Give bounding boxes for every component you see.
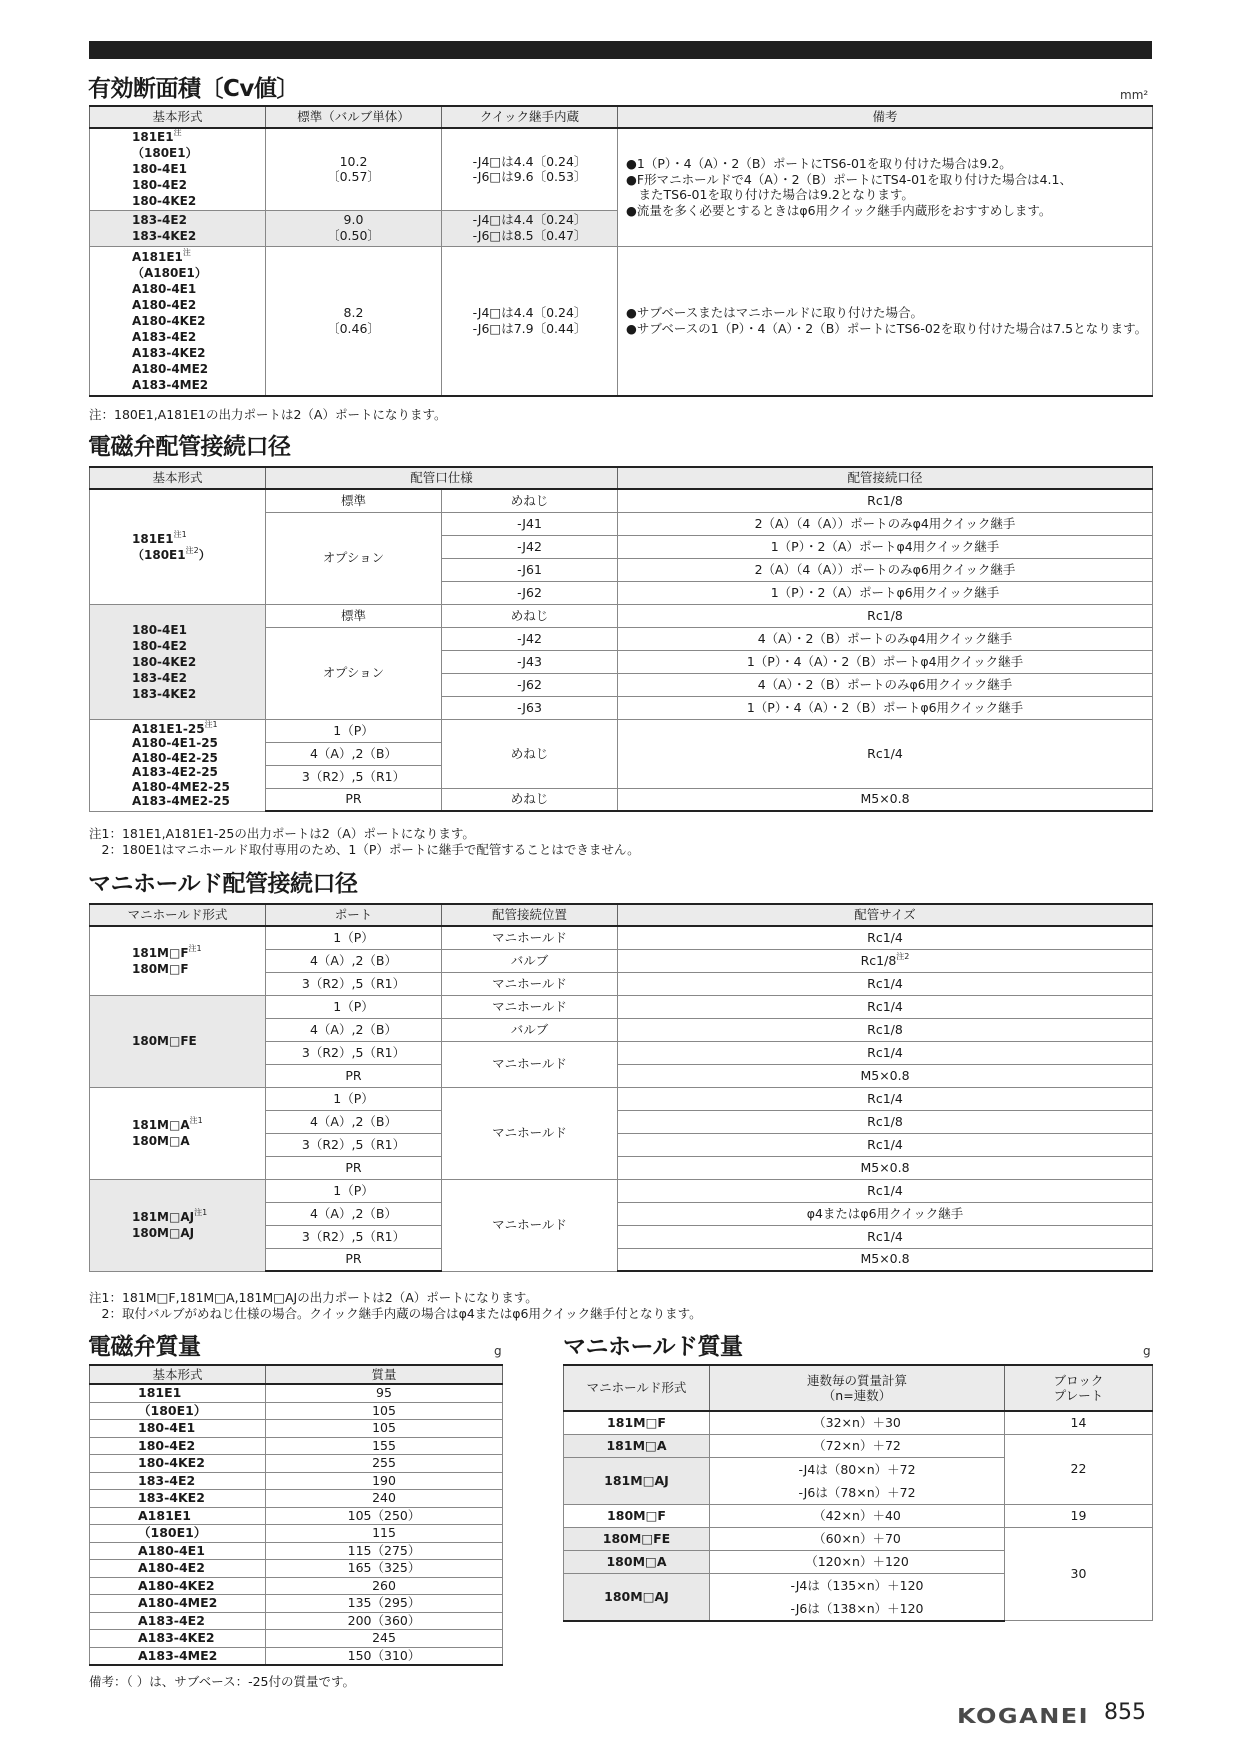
cv-remarks-2: ●サブベースまたはマニホールドに取り付けた場合。 ●サブベースの1（P）・4（A）・2（B）ポートにTS6-02を取り付けた場合は7.5となります。 (618, 246, 1153, 396)
mani-cell: 4（A）,2（B） (266, 1202, 442, 1225)
valve-mass-model: 180-4E2 (90, 1437, 266, 1455)
mani-cell: 1（P） (266, 1179, 442, 1202)
cv-header-standard: 標準（バルブ単体） (266, 106, 442, 128)
mani-cell: バルブ (442, 1018, 618, 1041)
port-cell-option: オプション (266, 512, 442, 604)
valve-mass-value: 190 (266, 1472, 503, 1490)
port-cell: 標準 (266, 604, 442, 627)
valve-mass-unit: g (494, 1344, 502, 1358)
valve-mass-model: A183-4E2 (90, 1612, 266, 1630)
valve-mass-model: A180-4ME2 (90, 1595, 266, 1613)
port-g1-model: 181E1$^{注1}$ （180E1$^{注2}$） (90, 489, 266, 604)
cv-row-quick: -J4□は4.4〔0.24〕 -J6□は9.6〔0.53〕 (442, 128, 618, 210)
mani-header-port: ポート (266, 904, 442, 926)
valve-mass-value: 200（360） (266, 1612, 503, 1630)
port-cell: Rc1/8 (618, 489, 1153, 512)
valve-mass-row (90, 1507, 503, 1525)
mani-mass-cell: （32×n）＋30 (710, 1411, 1005, 1434)
cv-header-quick: クイック継手内蔵 (442, 106, 618, 128)
valve-mass-row (90, 1384, 503, 1402)
valve-mass-model: A183-4ME2 (90, 1647, 266, 1665)
valve-mass-value: 240 (266, 1490, 503, 1508)
cv-header-model: 基本形式 (90, 106, 266, 128)
mani-g3-model: $181M□A^{注1}$ 180M□A (90, 1087, 266, 1179)
mani-cell: Rc1/8 (618, 1110, 1153, 1133)
valve-mass-value: 105（250） (266, 1507, 503, 1525)
valve-mass-model: （180E1） (90, 1402, 266, 1420)
mani-mass-cell: 14 (1005, 1411, 1153, 1434)
valve-mass-model: A181E1 (90, 1507, 266, 1525)
mani-mass-header-calc: 連数毎の質量計算 （n=連数） (710, 1365, 1005, 1411)
cv-row-quick: -J4□は4.4〔0.24〕 -J6□は8.5〔0.47〕 (442, 210, 618, 246)
port-cell: 1（P）・2（A）ポートφ4用クイック継手 (618, 535, 1153, 558)
valve-mass-model: 180-4KE2 (90, 1455, 266, 1473)
cv-unit: mm² (1120, 88, 1149, 102)
mani-header-size: 配管サイズ (618, 904, 1153, 926)
cv-row-model: 183-4E2 183-4KE2 (90, 210, 266, 246)
mani-cell: PR (266, 1064, 442, 1087)
mani-cell: 1（P） (266, 926, 442, 949)
valve-mass-row (90, 1647, 503, 1665)
valve-mass-header-model: 基本形式 (90, 1365, 266, 1384)
port-table (89, 466, 1153, 812)
mani-cell: マニホールド (442, 972, 618, 995)
header-bar (89, 41, 1152, 59)
mani-mass-cell: 180M□AJ (564, 1573, 710, 1621)
valve-mass-model: A180-4E1 (90, 1542, 266, 1560)
mani-cell: マニホールド (442, 1041, 618, 1087)
cv-row-model: $A181E1^注$ （A180E1） A180-4E1 A180-4E2 A180-4KE2 A183-4E2 A183-4KE2 A180-4ME2 A183-4ME2 (90, 246, 266, 396)
port-header-model: 基本形式 (90, 467, 266, 489)
port-cell: めねじ (442, 788, 618, 811)
port-cell: 標準 (266, 489, 442, 512)
valve-mass-row (90, 1472, 503, 1490)
mani-mass-title: マニホールド質量 (563, 1334, 743, 1360)
mani-note-2: 2：取付バルブがめねじ仕様の場合。クイック継手内蔵の場合はφ4またはφ6用クイック継手付となります。 (89, 1306, 702, 1321)
mani-mass-cell: 19 (1005, 1504, 1153, 1527)
cv-row-quick: -J4□は4.4〔0.24〕 -J6□は7.9〔0.44〕 (442, 246, 618, 396)
port-cell: M5×0.8 (618, 788, 1153, 811)
port-cell: めねじ (442, 489, 618, 512)
valve-mass-model: （180E1） (90, 1525, 266, 1543)
mani-cell: マニホールド (442, 1179, 618, 1271)
port-cell-option: オプション (266, 627, 442, 719)
koganei-logo: KOGANEI (957, 1704, 1090, 1728)
cv-row-standard: 10.2 〔0.57〕 (266, 128, 442, 210)
valve-mass-row (90, 1560, 503, 1578)
valve-mass-row (90, 1612, 503, 1630)
port-cell: 4（A）・2（B）ポートのみφ6用クイック継手 (618, 673, 1153, 696)
valve-mass-value: 115 (266, 1525, 503, 1543)
mani-cell: 1（P） (266, 995, 442, 1018)
valve-mass-value: 255 (266, 1455, 503, 1473)
valve-mass-value: 165（325） (266, 1560, 503, 1578)
mani-cell: 4（A）,2（B） (266, 1110, 442, 1133)
valve-mass-table (89, 1364, 503, 1666)
port-cell: PR (266, 788, 442, 811)
mani-cell: 1（P） (266, 1087, 442, 1110)
valve-mass-model: 183-4KE2 (90, 1490, 266, 1508)
mani-mass-cell: （60×n）＋70 (710, 1527, 1005, 1550)
port-cell: めねじ (442, 719, 618, 788)
port-note-1: 注1：181E1,A181E1-25の出力ポートは2（A）ポートになります。 (89, 826, 475, 841)
port-cell: 2（A）（4（A））ポートのみφ4用クイック継手 (618, 512, 1153, 535)
valve-mass-row (90, 1490, 503, 1508)
port-cell: -J42 (442, 627, 618, 650)
mani-note-1: 注1：181M□F,181M□A,181M□AJの出力ポートは2（A）ポートになります。 (89, 1290, 538, 1305)
mani-mass-cell: （72×n）＋72 (710, 1434, 1005, 1457)
cv-section-title: 有効断面積〔Cv値〕 (88, 76, 299, 102)
valve-mass-row (90, 1577, 503, 1595)
valve-mass-value: 150（310） (266, 1647, 503, 1665)
mani-mass-unit: g (1143, 1344, 1151, 1358)
mani-mass-cell: 180M□F (564, 1504, 710, 1527)
mani-header-model: マニホールド形式 (90, 904, 266, 926)
port-note-2: 2：180E1はマニホールド取付専用のため、1（P）ポートに継手で配管することはできません。 (89, 842, 640, 857)
valve-mass-value: 115（275） (266, 1542, 503, 1560)
mani-g4-model: 181M□AJ$^{注1}$ 180M□AJ (90, 1179, 266, 1271)
valve-mass-model: A183-4KE2 (90, 1630, 266, 1648)
cv-row-standard: 9.0 〔0.50〕 (266, 210, 442, 246)
mani-mass-cell: 180M□A (564, 1550, 710, 1573)
mani-mass-cell: 181M□A (564, 1434, 710, 1457)
valve-mass-row (90, 1455, 503, 1473)
mani-g2-model: 180M□FE (90, 995, 266, 1087)
valve-mass-value: 260 (266, 1577, 503, 1595)
mani-mass-cell: （42×n）＋40 (710, 1504, 1005, 1527)
valve-mass-note: 備考：（ ）は、サブベース：-25付の質量です。 (89, 1674, 356, 1689)
mani-mass-cell: （120×n）＋120 (710, 1550, 1005, 1573)
valve-mass-row (90, 1437, 503, 1455)
valve-mass-model: 183-4E2 (90, 1472, 266, 1490)
port-cell: -J63 (442, 696, 618, 719)
mani-cell: バルブ (442, 949, 618, 972)
port-cell: Rc1/8 (618, 604, 1153, 627)
valve-mass-header-mass: 質量 (266, 1365, 503, 1384)
port-cell: 4（A）・2（B）ポートのみφ4用クイック継手 (618, 627, 1153, 650)
valve-mass-row (90, 1630, 503, 1648)
mani-cell: Rc1/4 (618, 1041, 1153, 1064)
mani-cell: Rc1/4 (618, 1087, 1153, 1110)
port-header-spec: 配管口仕様 (266, 467, 618, 489)
mani-cell: 3（R2）,5（R1） (266, 1133, 442, 1156)
mani-cell: Rc1/4 (618, 1225, 1153, 1248)
mani-section-title: マニホールド配管接続口径 (88, 871, 358, 897)
mani-cell: Rc1/4 (618, 1179, 1153, 1202)
valve-mass-row (90, 1595, 503, 1613)
mani-cell: マニホールド (442, 995, 618, 1018)
mani-cell: φ4またはφ6用クイック継手 (618, 1202, 1153, 1225)
mani-mass-header-block: ブロック プレート (1005, 1365, 1153, 1411)
mani-cell: Rc1/4 (618, 972, 1153, 995)
port-cell: -J62 (442, 581, 618, 604)
mani-mass-cell: 22 (1005, 1434, 1153, 1504)
port-cell: 3（R2）,5（R1） (266, 765, 442, 788)
mani-cell: 4（A）,2（B） (266, 949, 442, 972)
port-cell: -J62 (442, 673, 618, 696)
mani-cell: M5×0.8 (618, 1248, 1153, 1271)
valve-mass-title: 電磁弁質量 (88, 1334, 201, 1360)
mani-cell: PR (266, 1156, 442, 1179)
port-cell: 2（A）（4（A））ポートのみφ6用クイック継手 (618, 558, 1153, 581)
port-g2-model: 180-4E1 180-4E2 180-4KE2 183-4E2 183-4KE2 (90, 604, 266, 719)
mani-cell: Rc1/4 (618, 1133, 1153, 1156)
valve-mass-row (90, 1542, 503, 1560)
mani-mass-header-model: マニホールド形式 (564, 1365, 710, 1411)
mani-cell: M5×0.8 (618, 1064, 1153, 1087)
mani-mass-cell: 181M□F (564, 1411, 710, 1434)
mani-cell: 3（R2）,5（R1） (266, 972, 442, 995)
mani-cell: Rc1/4 (618, 995, 1153, 1018)
port-cell: -J43 (442, 650, 618, 673)
mani-cell: Rc1/8 (618, 1018, 1153, 1041)
mani-mass-cell: -J4は（135×n）＋120 -J6は（138×n）＋120 (710, 1573, 1005, 1621)
port-cell: めねじ (442, 604, 618, 627)
mani-g1-model: $181M□F^{注1}$ 180M□F (90, 926, 266, 995)
valve-mass-model: A180-4KE2 (90, 1577, 266, 1595)
valve-mass-value: 95 (266, 1384, 503, 1402)
cv-row-model: $181E1^注$ （180E1） 180-4E1 180-4E2 180-4KE2 (90, 128, 266, 210)
port-cell: 1（P） (266, 719, 442, 742)
valve-mass-value: 105 (266, 1420, 503, 1438)
mani-mass-cell: 180M□FE (564, 1527, 710, 1550)
port-cell: -J61 (442, 558, 618, 581)
mani-cell: Rc1/4 (618, 926, 1153, 949)
port-header-size: 配管接続口径 (618, 467, 1153, 489)
page-number: 855 (1104, 1700, 1146, 1725)
valve-mass-row (90, 1525, 503, 1543)
port-cell: 1（P）・4（A）・2（B）ポートφ4用クイック継手 (618, 650, 1153, 673)
valve-mass-value: 155 (266, 1437, 503, 1455)
mani-cell: マニホールド (442, 1087, 618, 1179)
port-cell: 1（P）・2（A）ポートφ6用クイック継手 (618, 581, 1153, 604)
port-cell: 4（A）,2（B） (266, 742, 442, 765)
mani-cell: Rc1/8$^{注2}$ (618, 949, 1153, 972)
cv-remarks-1: ●1（P）・4（A）・2（B）ポートにTS6-01を取り付けた場合は9.2。 ●F形マニホールドで4（A）・2（B）ポートにTS4-01を取り付けた場合は4.1、 またTS6-01を取り付けた場合は9.2となります。 ●流量を多く必要とするときはφ6用クイック継手内蔵形をおすすめします。 (618, 128, 1153, 246)
port-cell: Rc1/4 (618, 719, 1153, 788)
mani-cell: 3（R2）,5（R1） (266, 1041, 442, 1064)
mani-mass-cell: 30 (1005, 1527, 1153, 1621)
mani-cell: M5×0.8 (618, 1156, 1153, 1179)
mani-cell: PR (266, 1248, 442, 1271)
valve-mass-model: 180-4E1 (90, 1420, 266, 1438)
valve-mass-value: 245 (266, 1630, 503, 1648)
valve-mass-model: A180-4E2 (90, 1560, 266, 1578)
mani-mass-cell: 181M□AJ (564, 1457, 710, 1504)
valve-mass-value: 105 (266, 1402, 503, 1420)
mani-table (89, 903, 1153, 1272)
port-cell: -J42 (442, 535, 618, 558)
valve-mass-value: 135（295） (266, 1595, 503, 1613)
port-cell: -J41 (442, 512, 618, 535)
mani-cell: 4（A）,2（B） (266, 1018, 442, 1041)
cv-header-remarks: 備考 (618, 106, 1153, 128)
port-section-title: 電磁弁配管接続口径 (88, 434, 291, 460)
cv-note: 注：180E1,A181E1の出力ポートは2（A）ポートになります。 (89, 407, 447, 422)
mani-mass-table (563, 1364, 1153, 1622)
valve-mass-row (90, 1420, 503, 1438)
valve-mass-row (90, 1402, 503, 1420)
valve-mass-model: 181E1 (90, 1384, 266, 1402)
cv-table (89, 105, 1153, 397)
mani-cell: マニホールド (442, 926, 618, 949)
mani-cell: 3（R2）,5（R1） (266, 1225, 442, 1248)
cv-row-standard: 8.2 〔0.46〕 (266, 246, 442, 396)
port-g3-model: A181E1-25$^{注1}$ A180-4E1-25 A180-4E2-25 A183-4E2-25 A180-4ME2-25 A183-4ME2-25 (90, 719, 266, 811)
mani-header-position: 配管接続位置 (442, 904, 618, 926)
mani-mass-cell: -J4は（80×n）＋72 -J6は（78×n）＋72 (710, 1457, 1005, 1504)
port-cell: 1（P）・4（A）・2（B）ポートφ6用クイック継手 (618, 696, 1153, 719)
